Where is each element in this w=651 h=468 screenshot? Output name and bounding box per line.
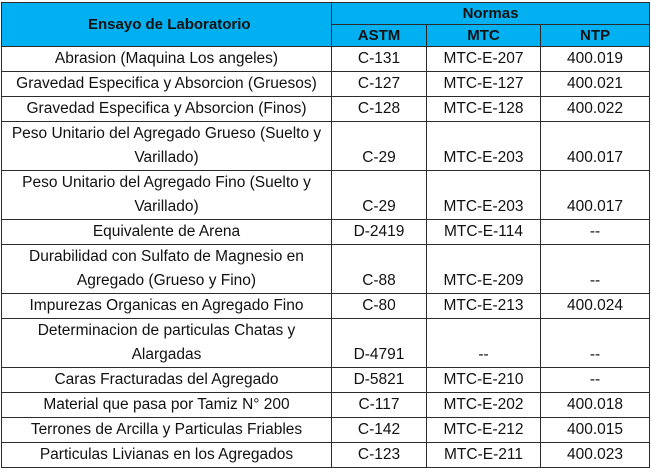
- test-name: Gravedad Especifica y Absorcion (Finos): [2, 97, 332, 122]
- mtc-code: --: [427, 319, 541, 368]
- header-ntp: NTP: [541, 25, 650, 47]
- ntp-code: 400.021: [541, 72, 650, 97]
- astm-code: C-142: [332, 418, 427, 443]
- ntp-code: 400.024: [541, 294, 650, 319]
- astm-code: C-29: [332, 171, 427, 220]
- ntp-code: 400.023: [541, 443, 650, 468]
- test-name: Durabilidad con Sulfato de Magnesio en Agregado (Grueso y Fino): [2, 245, 332, 294]
- ntp-code: 400.018: [541, 393, 650, 418]
- test-name: Caras Fracturadas del Agregado: [2, 368, 332, 393]
- mtc-code: MTC-E-203: [427, 171, 541, 220]
- mtc-code: MTC-E-212: [427, 418, 541, 443]
- astm-code: D-2419: [332, 220, 427, 245]
- mtc-code: MTC-E-211: [427, 443, 541, 468]
- test-name: Impurezas Organicas en Agregado Fino: [2, 294, 332, 319]
- table-row: [2, 418, 650, 443]
- ntp-code: 400.022: [541, 97, 650, 122]
- table-row: [2, 47, 650, 72]
- ntp-code: --: [541, 220, 650, 245]
- table-row: [2, 245, 650, 294]
- header-astm: ASTM: [332, 25, 427, 47]
- table-header: [2, 3, 650, 47]
- test-name: Peso Unitario del Agregado Fino (Suelto y Varillado): [2, 171, 332, 220]
- test-name: Material que pasa por Tamiz N° 200: [2, 393, 332, 418]
- test-name: Determinacion de particulas Chatas y Alargadas: [2, 319, 332, 368]
- header-normas: Normas: [332, 3, 650, 25]
- test-name: Equivalente de Arena: [2, 220, 332, 245]
- mtc-code: MTC-E-127: [427, 72, 541, 97]
- astm-code: C-131: [332, 47, 427, 72]
- mtc-code: MTC-E-203: [427, 122, 541, 171]
- mtc-code: MTC-E-114: [427, 220, 541, 245]
- astm-code: C-29: [332, 122, 427, 171]
- ntp-code: --: [541, 368, 650, 393]
- test-name: Abrasion (Maquina Los angeles): [2, 47, 332, 72]
- table-row: [2, 368, 650, 393]
- table-row: [2, 319, 650, 368]
- ntp-code: 400.017: [541, 171, 650, 220]
- astm-code: C-80: [332, 294, 427, 319]
- mtc-code: MTC-E-209: [427, 245, 541, 294]
- test-name: Gravedad Especifica y Absorcion (Gruesos): [2, 72, 332, 97]
- astm-code: C-127: [332, 72, 427, 97]
- mtc-code: MTC-E-207: [427, 47, 541, 72]
- test-name: Terrones de Arcilla y Particulas Friables: [2, 418, 332, 443]
- astm-code: D-4791: [332, 319, 427, 368]
- header-test: Ensayo de Laboratorio: [2, 3, 332, 47]
- table-row: [2, 220, 650, 245]
- table-row: [2, 443, 650, 468]
- table-row: [2, 72, 650, 97]
- table-row: [2, 294, 650, 319]
- mtc-code: MTC-E-128: [427, 97, 541, 122]
- mtc-code: MTC-E-210: [427, 368, 541, 393]
- lab-tests-table: [1, 2, 650, 468]
- ntp-code: 400.017: [541, 122, 650, 171]
- ntp-code: 400.015: [541, 418, 650, 443]
- table-row: [2, 122, 650, 171]
- header-mtc: MTC: [427, 25, 541, 47]
- astm-code: C-123: [332, 443, 427, 468]
- astm-code: D-5821: [332, 368, 427, 393]
- ntp-code: 400.019: [541, 47, 650, 72]
- table-row: [2, 97, 650, 122]
- astm-code: C-88: [332, 245, 427, 294]
- table-row: [2, 171, 650, 220]
- test-name: Peso Unitario del Agregado Grueso (Suelto y Varillado): [2, 122, 332, 171]
- ntp-code: --: [541, 319, 650, 368]
- mtc-code: MTC-E-202: [427, 393, 541, 418]
- mtc-code: MTC-E-213: [427, 294, 541, 319]
- ntp-code: --: [541, 245, 650, 294]
- table-row: [2, 393, 650, 418]
- test-name: Particulas Livianas en los Agregados: [2, 443, 332, 468]
- astm-code: C-128: [332, 97, 427, 122]
- astm-code: C-117: [332, 393, 427, 418]
